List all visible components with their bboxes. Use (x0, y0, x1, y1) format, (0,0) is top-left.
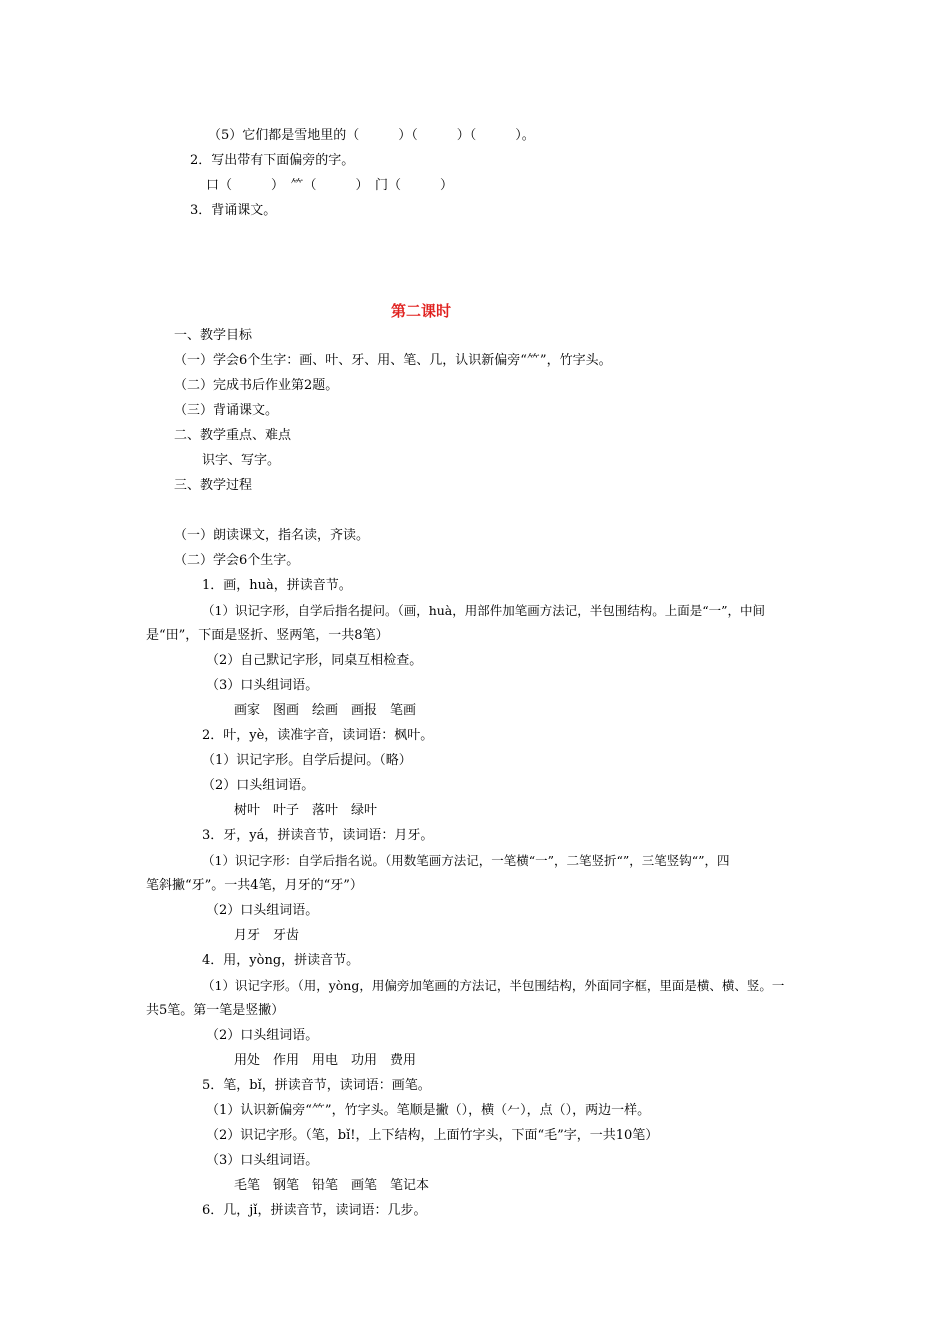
char-1-note-line-2: 是“田”，下面是竖折、竖两笔，一共8笔） (146, 628, 389, 643)
char-5-step-2: （2）识记字形。（笔，bǐ!，上下结构，上面竹字头，下面“毛”字，一共10笔） (206, 1128, 659, 1143)
step-1: （一）朗读课文，指名读，齐读。 (174, 528, 370, 543)
char-4-note-line-2: 共5笔。第一笔是竖撇） (146, 1003, 285, 1018)
char-4-note-line-1: （1）识记字形。（用，yòng，用偏旁加笔画的方法记，半包围结构，外面同字框，里面是横、横、竖。一 (202, 978, 785, 993)
process-heading: 三、教学过程 (174, 478, 253, 493)
char-5-title: 5．笔，bǐ，拼读音节，读词语：画笔。 (202, 1078, 431, 1093)
char-4-title: 4．用，yòng，拼读音节。 (202, 953, 360, 968)
char-2-words: 树叶 叶子 落叶 绿叶 (234, 803, 378, 818)
char-2-step-1: （1）识记字形。自学后提问。（略） (202, 753, 412, 768)
char-3-title: 3．牙，yá，拼读音节，读词语：月牙。 (202, 828, 434, 843)
lesson-title: 第二课时 (390, 302, 451, 320)
char-1-title: 1．画，huà，拼读音节。 (202, 578, 352, 593)
char-5-step-1: （1）认识新偏旁“⺮”，竹字头。笔顺是撇（），横（𠂉），点（），两边一样。 (206, 1103, 651, 1118)
char-5-words: 毛笔 钢笔 铅笔 画笔 笔记本 (234, 1178, 430, 1193)
char-5-step-3: （3）口头组词语。 (206, 1153, 319, 1168)
step-2: （二）学会6个生字。 (174, 553, 300, 568)
char-1-words: 画家 图画 绘画 画报 笔画 (234, 703, 417, 718)
char-4-words: 用处 作用 用电 功用 费用 (234, 1053, 417, 1068)
char-3-step-2: （2）口头组词语。 (206, 903, 319, 918)
char-2-step-2: （2）口头组词语。 (202, 778, 315, 793)
focus-text: 识字、写字。 (202, 453, 281, 468)
focus-heading: 二、教学重点、难点 (174, 428, 292, 443)
goal-1: （一）学会6个生字：画、叶、牙、用、笔、几，认识新偏旁“⺮”，竹字头。 (174, 353, 612, 368)
exercise-3: 3．背诵课文。 (190, 203, 277, 218)
char-2-title: 2．叶，yè，读准字音，读词语：枫叶。 (202, 728, 434, 743)
exercise-line-5: （5）它们都是雪地里的（ ）（ ）（ ）。 (208, 128, 535, 143)
char-1-step-3: （3）口头组词语。 (206, 678, 319, 693)
char-1-note-line-1: （1）识记字形，自学后指名提问。（画，huà，用部件加笔画方法记，半包围结构。上面是“一”，中间 (202, 603, 766, 618)
char-3-note-line-1: （1）识记字形：自学后指名说。（用数笔画方法记，一笔横“一”，二笔竖折“”，三笔竖钩“”，四 (202, 853, 730, 868)
char-6-title: 6．几，jǐ，拼读音节，读词语：几步。 (202, 1203, 427, 1218)
char-1-step-2: （2）自己默记字形，同桌互相检查。 (206, 653, 423, 668)
exercise-2: 2．写出带有下面偏旁的字。 (190, 153, 355, 168)
goal-3: （三）背诵课文。 (174, 403, 279, 418)
char-4-step-2: （2）口头组词语。 (206, 1028, 319, 1043)
goals-heading: 一、教学目标 (174, 328, 253, 343)
char-3-note-line-2: 笔斜撇“牙”。一共4笔，月牙的“牙”） (146, 878, 363, 893)
exercise-2-radicals: 口（ ） ⺮（ ） 门（ ） (206, 178, 454, 193)
char-3-words: 月牙 牙齿 (234, 928, 300, 943)
goal-2: （二）完成书后作业第2题。 (174, 378, 339, 393)
